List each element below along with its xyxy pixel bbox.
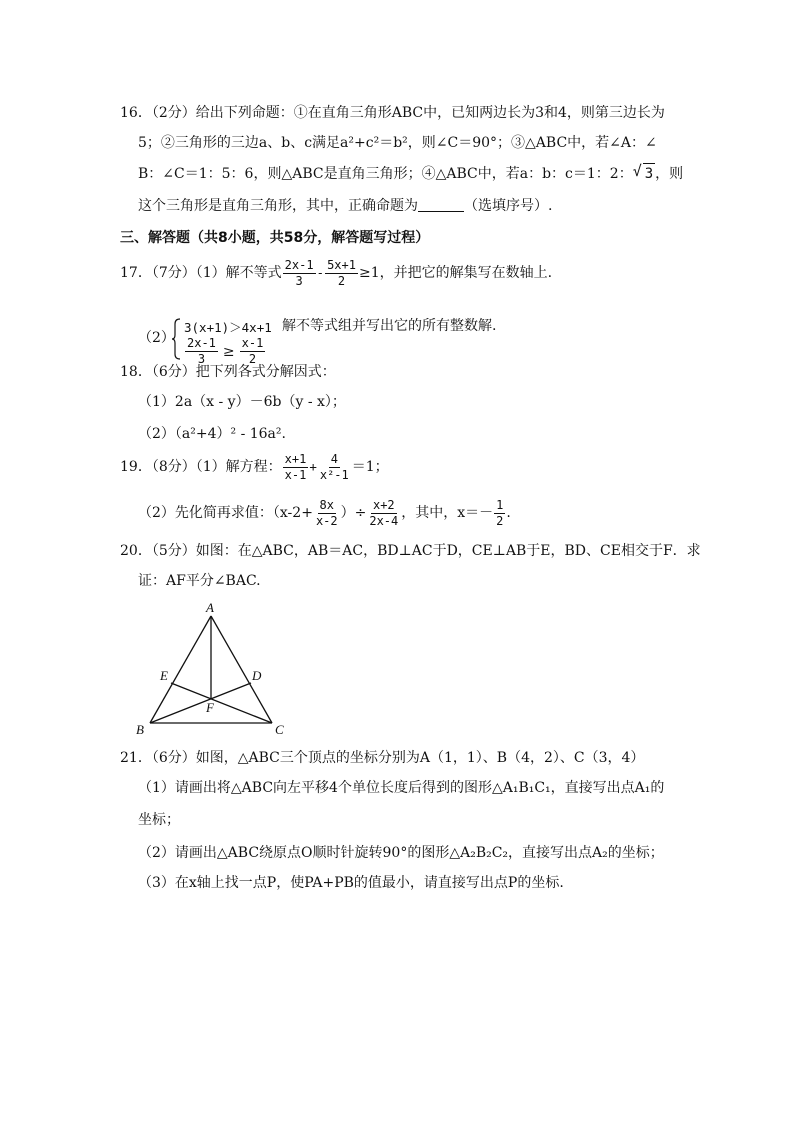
q20-line2: 证：AF平分∠BAC. xyxy=(138,573,261,589)
fraction-2x-1-over-3-b: $\frac{2x-1}{3}$ xyxy=(187,336,216,366)
brace-icon xyxy=(172,318,182,360)
q19-p1-suffix: ＝1； xyxy=(351,459,389,475)
label-c: C xyxy=(275,722,284,737)
q16-line2: 5；②三角形的三边a、b、c满足a²+c²＝b²，则∠C＝90°；③△ABC中，若∠A：∠ xyxy=(138,135,657,151)
q17-part2-label: （2） xyxy=(138,330,175,346)
q16-line4-end: （选填序号）. xyxy=(464,198,553,214)
q21-part3: （3）在x轴上找一点P，使PA+PB的值最小，请直接写出点P的坐标. xyxy=(138,875,564,891)
segment-bd xyxy=(150,683,251,723)
label-d: D xyxy=(252,668,262,683)
label-e: E xyxy=(160,668,168,683)
q16-line4 xyxy=(138,196,552,216)
q19-p2-mid: ，其中，x＝－ xyxy=(401,505,494,521)
sqrt-3: √ 3 xyxy=(643,163,655,184)
q21-line1: 21．（6分）如图，△ABC三个顶点的坐标分别为A（1，1）、B（4，2）、C（3，4） xyxy=(120,750,645,766)
section-header: 三、解答题（共8小题，共58分，解答题写过程） xyxy=(120,230,430,246)
q18-part2: （2）（a²+4）² - 16a². xyxy=(138,426,286,442)
q21-part2: （2）请画出△ABC绕原点O顺时针旋转90°的图形△A₂B₂C₂，直接写出点A₂的坐标； xyxy=(138,845,664,861)
fraction-2x-1-over-3: $\frac{2x-1}{3}$ xyxy=(284,257,314,288)
plus-sign: + xyxy=(309,459,317,474)
q19-p2-end: . xyxy=(506,505,511,521)
q16-line4-text: 这个三角形是直角三角形，其中，正确命题为 xyxy=(138,198,418,214)
fraction-5x+1-over-2: $\frac{5x+1}{2}$ xyxy=(327,257,356,288)
fraction-4-over-x2-1: $\frac{4}{\text{x²-1}}$ xyxy=(319,451,349,482)
label-f: F xyxy=(206,700,214,715)
triangle-figure xyxy=(130,598,300,740)
fraction-x+1-over-x-1: $\frac{x+1}{x-1}$ xyxy=(284,451,307,482)
divide-sign: ）÷ xyxy=(340,505,367,521)
q17-p2-suffix: 解不等式组并写出它的所有整数解. xyxy=(282,318,497,334)
q16-line3-text: B：∠C＝1：5：6，则△ABC是直角三角形；④△ABC中，若a：b：c＝1：2： xyxy=(138,166,633,182)
fraction-x-1-over-2: $\frac{x-1}{2}$ xyxy=(241,336,264,366)
label-b: B xyxy=(136,722,144,737)
q21-part1a: （1）请画出将△ABC向左平移4个单位长度后得到的图形△A₁B₁C₁，直接写出点A₁的 xyxy=(138,780,665,796)
geq-sign: ≥ xyxy=(222,343,235,360)
q20-line1: 20．（5分）如图：在△ABC，AB＝AC，BD⊥AC于D，CE⊥AB于E，BD、CE相交于F．求 xyxy=(120,543,701,559)
q21-part1b: 坐标； xyxy=(138,812,180,828)
q19-part2 xyxy=(138,494,511,532)
q19-p1-prefix: 19．（8分）（1）解方程： xyxy=(120,459,282,475)
system-row1: 3(x+1)＞4x+1 xyxy=(184,320,272,335)
q18-part1: （1）2a（x - y）－6b（y - x）； xyxy=(138,394,346,410)
q16-line3-end: ，则 xyxy=(655,166,684,182)
q19-p2-prefix: （2）先化简再求值：（x-2+ xyxy=(138,505,313,521)
q17-part1 xyxy=(120,254,552,292)
minus-sign: - xyxy=(316,265,325,280)
fraction-8x-over-x-2: $\frac{8x}{x-2}$ xyxy=(315,497,338,528)
fraction-1-over-2: $\frac{1}{2}$ xyxy=(496,497,504,528)
q16-line3 xyxy=(138,163,683,184)
answer-blank[interactable] xyxy=(418,197,464,212)
q18-title: 18．（6分）把下列各式分解因式： xyxy=(120,364,336,380)
side-ac xyxy=(211,616,272,723)
label-a: A xyxy=(206,600,214,615)
fraction-x+2-over-2x-4: $\frac{x+2}{2x-4}$ xyxy=(369,497,399,528)
q17-p1-suffix: ≥1，并把它的解集写在数轴上. xyxy=(358,265,553,281)
q16-line1: 16．（2分）给出下列命题：①在直角三角形ABC中，已知两边长为3和4，则第三边长为 xyxy=(120,105,665,121)
q19-part1 xyxy=(120,448,389,486)
q17-p1-prefix: 17．（7分）（1）解不等式 xyxy=(120,265,282,281)
segment-ce xyxy=(171,683,272,723)
